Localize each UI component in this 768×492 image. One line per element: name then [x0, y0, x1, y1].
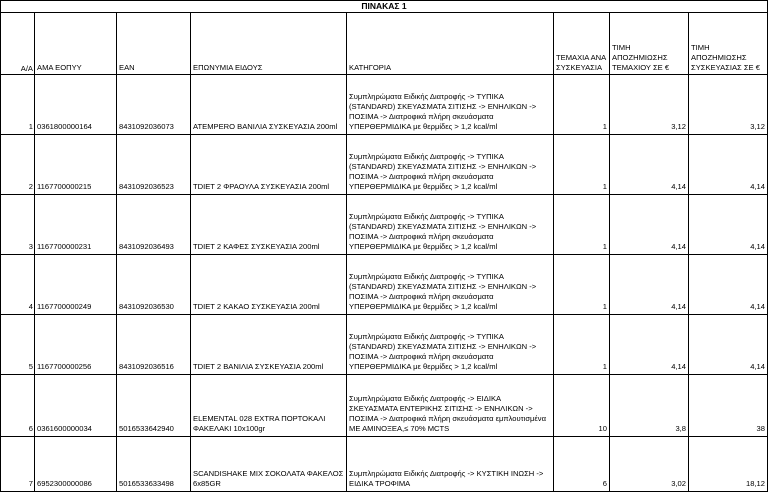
cell-aa: 5 — [1, 315, 35, 375]
header-price-unit: ΤΙΜΗ ΑΠΟΖΗΜΙΩΣΗΣ ΤΕΜΑΧΙΟΥ ΣΕ € — [610, 13, 689, 75]
cell-ama: 1167700000215 — [35, 135, 117, 195]
cell-ama: 6952300000086 — [35, 437, 117, 492]
table-row — [1, 75, 768, 135]
cell-name: TDIET 2 ΚΑΦΕΣ ΣΥΣΚΕΥΑΣΙΑ 200ml — [191, 195, 347, 255]
cell-ama: 0361800000164 — [35, 75, 117, 135]
cell-units: 1 — [554, 75, 610, 135]
cell-units: 1 — [554, 135, 610, 195]
cell-price-pack: 4,14 — [689, 195, 768, 255]
table-row — [1, 195, 768, 255]
header-category: ΚΑΤΗΓΟΡΙΑ — [347, 13, 554, 75]
cell-category: Συμπληρώματα Ειδικής Διατροφής -> ΤΥΠΙΚΑ (STANDARD) ΣΚΕΥΑΣΜΑΤΑ ΣΙΤΙΣΗΣ -> ΕΝΗΛΙΚΩΝ -> ΠΟΣΙΜΑ -> Διατροφικά πλήρη σκευάσματα ΥΠΕΡΘΕΡΜΙΔΙΚΑ με θερμίδες > 1,2 kcal/ml — [347, 135, 554, 195]
table-row — [1, 437, 768, 492]
cell-price-unit: 3,12 — [610, 75, 689, 135]
cell-units: 1 — [554, 255, 610, 315]
header-price-pack: ΤΙΜΗ ΑΠΟΖΗΜΙΩΣΗΣ ΣΥΣΚΕΥΑΣΙΑΣ ΣΕ € — [689, 13, 768, 75]
header-units: ΤΕΜΑΧΙΑ ΑΝΑ ΣΥΣΚΕΥΑΣΙΑ — [554, 13, 610, 75]
cell-price-pack: 18,12 — [689, 437, 768, 492]
cell-ean: 5016533633498 — [117, 437, 191, 492]
cell-units: 1 — [554, 315, 610, 375]
cell-name: ELEMENTAL 028 EXTRA ΠΟΡΤΟΚΑΛΙ ΦΑΚΕΛΑΚΙ 10x100gr — [191, 375, 347, 437]
cell-ean: 8431092036073 — [117, 75, 191, 135]
cell-name: SCANDISHAKE MIX ΣΟΚΟΛΑΤΑ ΦΑΚΕΛΟΣ 6x85GR — [191, 437, 347, 492]
cell-price-pack: 4,14 — [689, 135, 768, 195]
table-row — [1, 315, 768, 375]
table-row — [1, 375, 768, 437]
cell-category: Συμπληρώματα Ειδικής Διατροφής -> ΤΥΠΙΚΑ (STANDARD) ΣΚΕΥΑΣΜΑΤΑ ΣΙΤΙΣΗΣ -> ΕΝΗΛΙΚΩΝ -> ΠΟΣΙΜΑ -> Διατροφικά πλήρη σκευάσματα ΥΠΕΡΘΕΡΜΙΔΙΚΑ με θερμίδες > 1,2 kcal/ml — [347, 255, 554, 315]
cell-aa: 6 — [1, 375, 35, 437]
cell-name: ATEMPERO ΒΑΝΙΛΙΑ ΣΥΣΚΕΥΑΣΙΑ 200ml — [191, 75, 347, 135]
cell-name: TDIET 2 ΚΑΚΑΟ ΣΥΣΚΕΥΑΣΙΑ 200ml — [191, 255, 347, 315]
cell-price-unit: 3,02 — [610, 437, 689, 492]
cell-name: TDIET 2 ΦΡΑΟΥΛΑ ΣΥΣΚΕΥΑΣΙΑ 200ml — [191, 135, 347, 195]
header-ama: ΑΜΑ ΕΟΠΥΥ — [35, 13, 117, 75]
cell-ama: 0361600000034 — [35, 375, 117, 437]
table-row — [1, 255, 768, 315]
cell-aa: 1 — [1, 75, 35, 135]
cell-ama: 1167700000249 — [35, 255, 117, 315]
cell-ean: 5016533642940 — [117, 375, 191, 437]
cell-aa: 2 — [1, 135, 35, 195]
cell-ean: 8431092036516 — [117, 315, 191, 375]
header-aa: Α/Α — [1, 13, 35, 75]
cell-aa: 4 — [1, 255, 35, 315]
table-row — [1, 135, 768, 195]
cell-price-pack: 4,14 — [689, 255, 768, 315]
cell-units: 1 — [554, 195, 610, 255]
cell-ean: 8431092036493 — [117, 195, 191, 255]
cell-ama: 1167700000256 — [35, 315, 117, 375]
cell-units: 6 — [554, 437, 610, 492]
cell-category: Συμπληρώματα Ειδικής Διατροφής -> ΤΥΠΙΚΑ (STANDARD) ΣΚΕΥΑΣΜΑΤΑ ΣΙΤΙΣΗΣ -> ΕΝΗΛΙΚΩΝ -> ΠΟΣΙΜΑ -> Διατροφικά πλήρη σκευάσματα ΥΠΕΡΘΕΡΜΙΔΙΚΑ με θερμίδες > 1,2 kcal/ml — [347, 195, 554, 255]
cell-category: Συμπληρώματα Ειδικής Διατροφής -> ΚΥΣΤΙΚΗ ΙΝΩΣΗ -> ΕΙΔΙΚΑ ΤΡΟΦΙΜΑ — [347, 437, 554, 492]
cell-price-pack: 4,14 — [689, 315, 768, 375]
cell-price-pack: 3,12 — [689, 75, 768, 135]
cell-price-unit: 3,8 — [610, 375, 689, 437]
cell-units: 10 — [554, 375, 610, 437]
cell-price-pack: 38 — [689, 375, 768, 437]
cell-category: Συμπληρώματα Ειδικής Διατροφής -> ΤΥΠΙΚΑ (STANDARD) ΣΚΕΥΑΣΜΑΤΑ ΣΙΤΙΣΗΣ -> ΕΝΗΛΙΚΩΝ -> ΠΟΣΙΜΑ -> Διατροφικά πλήρη σκευάσματα ΥΠΕΡΘΕΡΜΙΔΙΚΑ με θερμίδες > 1,2 kcal/ml — [347, 315, 554, 375]
cell-ama: 1167700000231 — [35, 195, 117, 255]
header-ean: ΕΑΝ — [117, 13, 191, 75]
cell-price-unit: 4,14 — [610, 255, 689, 315]
cell-aa: 3 — [1, 195, 35, 255]
cell-ean: 8431092036530 — [117, 255, 191, 315]
cell-category: Συμπληρώματα Ειδικής Διατροφής -> ΕΙΔΙΚΑ ΣΚΕΥΑΣΜΑΤΑ ΕΝΤΕΡΙΚΗΣ ΣΙΤΙΣΗΣ -> ΕΝΗΛΙΚΩΝ -> ΠΟΣΙΜΑ -> Διατροφικά πλήρη σκευάσματα εμπλουτισμένα ΜΕ ΑΜΙΝΟΞΕΑ,≤ 70% MCTS — [347, 375, 554, 437]
cell-name: TDIET 2 ΒΑΝΙΛΙΑ ΣΥΣΚΕΥΑΣΙΑ 200ml — [191, 315, 347, 375]
cell-price-unit: 4,14 — [610, 315, 689, 375]
cell-category: Συμπληρώματα Ειδικής Διατροφής -> ΤΥΠΙΚΑ (STANDARD) ΣΚΕΥΑΣΜΑΤΑ ΣΙΤΙΣΗΣ -> ΕΝΗΛΙΚΩΝ -> ΠΟΣΙΜΑ -> Διατροφικά πλήρη σκευάσματα ΥΠΕΡΘΕΡΜΙΔΙΚΑ με θερμίδες > 1,2 kcal/ml — [347, 75, 554, 135]
cell-price-unit: 4,14 — [610, 195, 689, 255]
table-title: ΠΙΝΑΚΑΣ 1 — [1, 1, 768, 13]
cell-aa: 7 — [1, 437, 35, 492]
cell-price-unit: 4,14 — [610, 135, 689, 195]
header-name: ΕΠΩΝΥΜΙΑ ΕΙΔΟΥΣ — [191, 13, 347, 75]
cell-ean: 8431092036523 — [117, 135, 191, 195]
